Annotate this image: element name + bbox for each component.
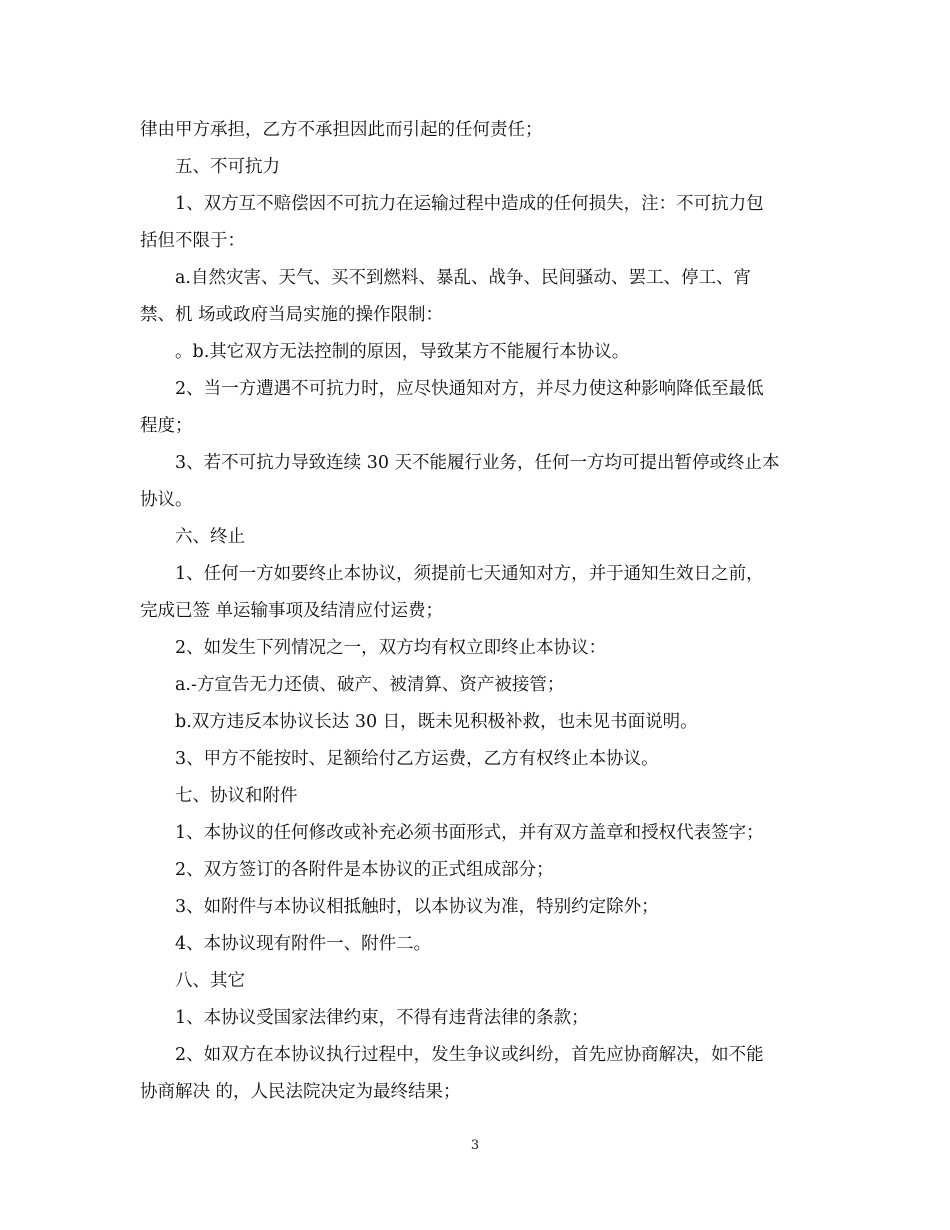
text-line: 协商解决 的，人民法院决定为最终结果； xyxy=(140,1082,461,1102)
text-line: 2、双方签订的各附件是本协议的正式组成部分； xyxy=(175,860,554,880)
text-line: 禁、机 场或政府当局实施的操作限制： xyxy=(140,305,444,325)
page-number: 3 xyxy=(470,1138,480,1153)
text-line: a.-方宣告无力还债、破产、被清算、资产被接管； xyxy=(175,675,565,695)
text-line: 六、终止 xyxy=(175,527,245,547)
text-line: 2、如双方在本协议执行过程中，发生争议或纠纷，首先应协商解决，如不能 xyxy=(175,1045,764,1065)
text-line: 4、本协议现有附件一、附件二。 xyxy=(175,934,432,954)
text-line: 。b.其它双方无法控制的原因，导致某方不能履行本协议。 xyxy=(175,342,630,362)
text-line: 2、如发生下列情况之一，双方均有权立即终止本协议： xyxy=(175,638,607,658)
text-line: 律由甲方承担，乙方不承担因此而引起的任何责任； xyxy=(140,120,543,140)
text-line: 3、如附件与本协议相抵触时，以本协议为准，特别约定除外； xyxy=(175,897,659,917)
text-line: a.自然灾害、天气、买不到燃料、暴乱、战争、民间骚动、罢工、停工、宵 xyxy=(175,268,751,288)
text-line: 程度； xyxy=(140,416,193,436)
document-body xyxy=(140,112,810,1111)
text-line: 1、任何一方如要终止本协议，须提前七天通知对方，并于通知生效日之前， xyxy=(175,564,764,584)
text-line: 五、不可抗力 xyxy=(175,157,280,177)
text-line: 七、协议和附件 xyxy=(175,786,298,806)
text-line: b.双方违反本协议长达 30 日，既未见积极补救，也未见书面说明。 xyxy=(175,712,698,732)
text-line: 1、本协议的任何修改或补充必须书面形式，并有双方盖章和授权代表签字； xyxy=(175,823,764,843)
text-line: 1、本协议受国家法律约束，不得有违背法律的条款； xyxy=(175,1008,589,1028)
text-line: 协议。 xyxy=(140,490,193,510)
text-line: 3、若不可抗力导致连续 30 天不能履行业务，任何一方均可提出暂停或终止本 xyxy=(175,453,780,473)
text-line: 完成已签 单运输事项及结清应付运费； xyxy=(140,601,444,621)
text-line: 括但不限于： xyxy=(140,231,245,251)
text-line: 3、甲方不能按时、足额给付乙方运费，乙方有权终止本协议。 xyxy=(175,749,659,769)
text-line: 1、双方互不赔偿因不可抗力在运输过程中造成的任何损失，注：不可抗力包 xyxy=(175,194,764,214)
text-line: 八、其它 xyxy=(175,971,245,991)
text-line: 2、当一方遭遇不可抗力时，应尽快通知对方，并尽力使这种影响降低至最低 xyxy=(175,379,764,399)
